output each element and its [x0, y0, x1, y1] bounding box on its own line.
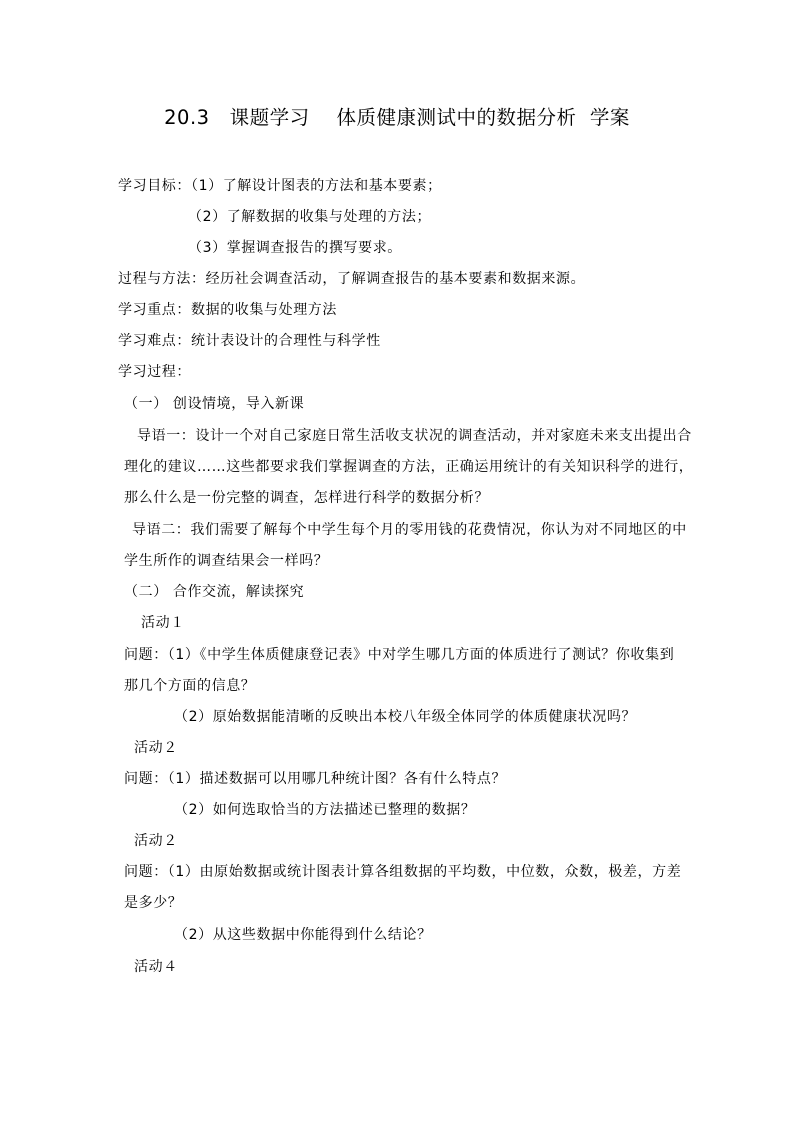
activity3-label: 活动２ — [134, 833, 178, 849]
objective-item-2: （2）了解数据的收集与处理的方法； — [188, 209, 432, 225]
activity1-q2: （2）原始数据能清晰的反映出本校八年级全体同学的体质健康状况吗？ — [174, 709, 637, 725]
intro2-line-1: 导语二：我们需要了解每个中学生每个月的零用钱的花费情况，你认为对不同地区的中 — [132, 522, 687, 538]
key-point: 学习重点：数据的收集与处理方法 — [118, 302, 337, 318]
section2-heading: （二） 合作交流，解读探究 — [124, 584, 305, 600]
intro1-line-1: 导语一：设计一个对自己家庭日常生活收支状况的调查活动，并对家庭未来支出提出合 — [137, 428, 692, 444]
difficulty: 学习难点：统计表设计的合理性与科学性 — [118, 333, 381, 349]
activity4-label: 活动４ — [134, 959, 178, 975]
process-method: 过程与方法：经历社会调查活动，了解调查报告的基本要素和数据来源。 — [118, 271, 586, 287]
section1-heading: （一） 创设情境，导入新课 — [124, 396, 305, 412]
learning-process-heading: 学习过程： — [118, 364, 191, 380]
activity2-q2: （2）如何选取恰当的方法描述已整理的数据？ — [174, 802, 476, 818]
page-title: 20.3 课题学习 体质健康测试中的数据分析 学案 — [164, 106, 630, 129]
objectives-line-1 — [118, 176, 442, 196]
objectives-label: 学习目标： — [118, 178, 191, 194]
intro2-line-2: 学生所作的调查结果会一样吗？ — [124, 553, 329, 569]
activity1-q1-line-2: 那几个方面的信息？ — [124, 678, 256, 694]
activity3-q1-line-2: 是多少？ — [124, 895, 183, 911]
activity3-q1-line-1: 问题：（1）由原始数据或统计图表计算各组数据的平均数，中位数，众数，极差，方差 — [124, 864, 682, 880]
intro1-line-2: 理化的建议……这些都要求我们掌握调查的方法，正确运用统计的有关知识科学的进行， — [124, 459, 694, 475]
objective-item-3: （3）掌握调查报告的撰写要求。 — [188, 240, 402, 256]
activity2-q1: 问题：（1）描述数据可以用哪几种统计图？各有什么特点？ — [124, 771, 507, 787]
activity2-label: 活动２ — [134, 740, 178, 756]
objective-item-1: （1）了解设计图表的方法和基本要素； — [191, 178, 442, 194]
intro1-line-3: 那么什么是一份完整的调查，怎样进行科学的数据分析？ — [124, 490, 489, 506]
activity1-q1-line-1: 问题：（1）《中学生体质健康登记表》中对学生哪几方面的体质进行了测试？你收集到 — [124, 647, 675, 663]
activity1-label: 活动１ — [141, 615, 185, 631]
activity3-q2: （2）从这些数据中你能得到什么结论？ — [174, 927, 432, 943]
